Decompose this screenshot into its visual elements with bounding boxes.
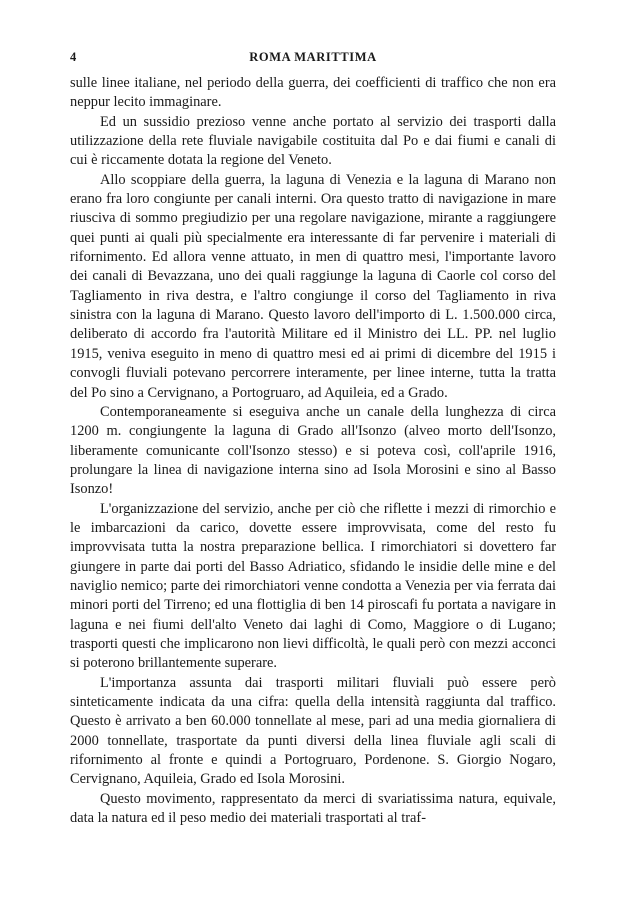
paragraph-isonzo-canal: Contemporaneamente si eseguiva anche un canale della lunghezza di circa 1200 m. congiungente la laguna di Grado all'Isonzo (alveo morto dell'Isonzo, liberamente comunicante coll'Isonzo stesso) e si poteva così, coll'aprile 1916, prolungare la linea di navigazione interna sino ad Isola Morosini e sino al Basso Isonzo! <box>70 403 556 498</box>
paragraph-traffic-figures: L'importanza assunta dai trasporti militari fluviali può essere però sinteticamente indicata da una cifra: quella della intensità raggiunta dal traffico. Questo è arrivato a ben 60.000 tonnellate al mese, pari ad una media giornaliera di 2000 tonnellate, trasportate da punti diversi della linea fluviale agli scali di rifornimento al fronte e quindi a Portogruaro, Pordenone. S. Giorgio Nogaro, Cervignano, Aquileia, Grado ed Isola Morosini. <box>70 674 556 788</box>
running-title: ROMA MARITTIMA <box>249 50 377 64</box>
paragraph-continuation: sulle linee italiane, nel periodo della guerra, dei coefficienti di traffico che non era neppur lecito immaginare. <box>70 75 556 111</box>
paragraph-fluvial-network: Ed un sussidio prezioso venne anche portato al servizio dei trasporti dalla utilizzazione della rete fluviale navigabile costituita dal Po e dai fiumi e canali di cui è riccamente dotata la regione del Veneto. <box>70 113 556 169</box>
body-text <box>70 74 556 828</box>
book-page <box>70 50 556 828</box>
paragraph-bevazzana-canals: Allo scoppiare della guerra, la laguna di Venezia e la laguna di Marano non erano fra loro congiunte per canali interni. Ora questo tratto di navigazione in mare riusciva di sommo pregiudizio per una regolare navigazione, mirante a raggiungere quei punti ai quali più specialmente era interessante di far pervenire i materiali di rifornimento. Ed allora venne attuato, in men di quattro mesi, l'importante lavoro dei canali di Bevazzana, uno dei quali raggiunge la laguna di Caorle col corso del Tagliamento in riva destra, e l'altro congiunge il corso del Tagliamento in riva sinistra con la laguna di Marano. Questo lavoro dell'importo di L. 1.500.000 circa, deliberato di accordo fra l'autorità Militare ed il Ministro dei LL. PP. nel luglio 1915, veniva eseguito in meno di quattro mesi ed ai primi di dicembre del 1915 i convogli fluviali potevano percorrere interamente, per linee interne, tutta la tratta del Po sino a Cervignano, a Portogruaro, ad Aquileia, ed a Grado. <box>70 171 556 401</box>
paragraph-movement: Questo movimento, rappresentato da merci di svariatissima natura, equivale, data la natura ed il peso medio dei materiali trasportati al traf- <box>70 790 556 827</box>
paragraph-service-organization: L'organizzazione del servizio, anche per ciò che riflette i mezzi di rimorchio e le imbarcazioni da carico, dovette essere improvvisata, come del resto fu improvvisata tutta la nostra preparazione bellica. I rimorchiatori si dovettero far giungere in parte dai porti del Basso Adriatico, sfidando le insidie delle mine e del naviglio nemico; parte dei rimorchiatori venne condotta a Venezia per via ferrata dai minori porti del Tirreno; ed una flottiglia di ben 14 piroscafi fu portata a navigare in laguna e nei fiumi dell'alto Veneto dai laghi di Como, Maggiore o di Lugano; trasporti questi che implicarono non lievi difficoltà, le quali però con mezzi acconci si poterono brillantemente superare. <box>70 500 556 672</box>
page-number: 4 <box>70 50 77 64</box>
page-header <box>70 50 556 74</box>
